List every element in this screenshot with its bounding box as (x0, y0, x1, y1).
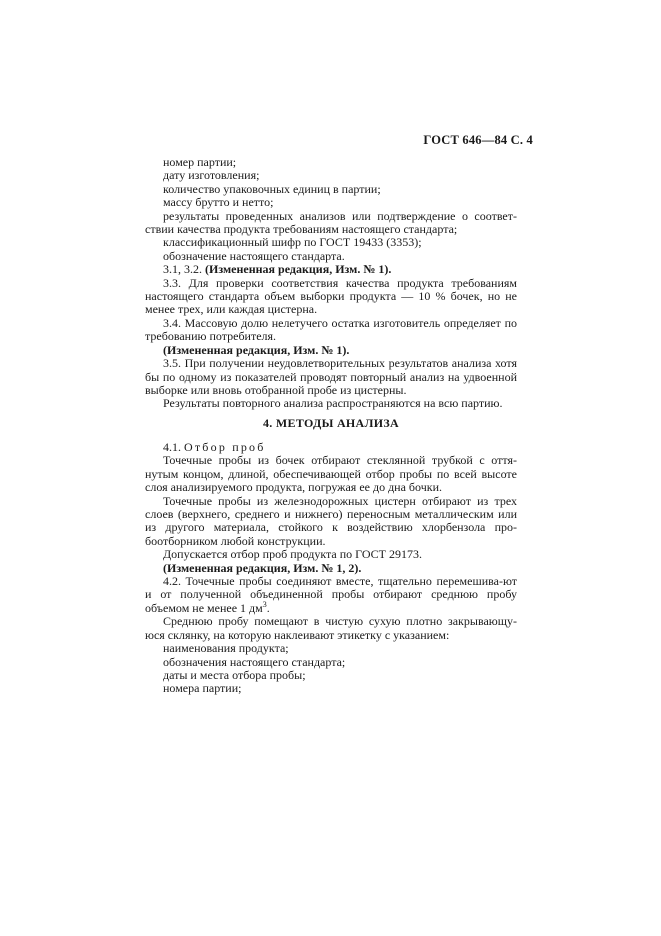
paragraph: дату изготовления; (163, 168, 260, 183)
paragraph: Допускается отбор проб продукта по ГОСТ 29173. (163, 547, 422, 562)
paragraph-text: 4.2. Точечные пробы соединяют вместе, тщательно перемешива-ют и от полученной объединенной пробы отбирают среднюю пробу объемом не менее 1 дм (145, 574, 517, 615)
paragraph: Среднюю пробу помещают в чистую сухую плотно закрывающу-юся склянку, на которую наклеивают этикетку с указанием: (145, 614, 517, 642)
punctuation: . (266, 600, 270, 615)
paragraph: Точечные пробы из железнодорожных цистерн отбирают из трех слоев (верхнего, среднего и нижнего) переносным металлическим или из другого материала, стойкого к воздействию хлорбензола про-боотборником любой конструкции. (145, 493, 517, 548)
paragraph: 3.5. При получении неудовлетворительных результатов анализа хотя бы по одному из показателей проводят повторный анализ на удвоенной выборке или вновь отобранной пробе из цистерны. (145, 356, 517, 397)
paragraph: результаты проведенных анализов или подтверждение о соответ-ствии качества продукта требованиям настоящего стандарта; (145, 208, 517, 237)
amendment-note: (Измененная редакция, Изм. № 1). (205, 262, 392, 277)
superscript: 3 (262, 599, 267, 609)
clause-number: 4.1. (163, 440, 184, 454)
paragraph: Точечные пробы из бочек отбирают стеклянной трубкой с оття-нутым концом, длиной, обеспечивающей отбор пробы по всей высоте слоя анализируемого продукта, погружая ее до дна бочки. (145, 453, 517, 495)
paragraph: Результаты повторного анализа распространяются на всю партию. (163, 396, 503, 411)
section-heading: 4. МЕТОДЫ АНАЛИЗА (263, 416, 399, 430)
section-3-text (145, 156, 517, 411)
paragraph: количество упаковочных единиц в партии; (163, 181, 381, 196)
paragraph (145, 575, 517, 615)
amendment-note: (Измененная редакция, Изм. № 1). (163, 342, 350, 357)
paragraph: классификационный шифр по ГОСТ 19433 (3353); (163, 235, 422, 250)
subsection-title (145, 441, 517, 454)
paragraph: обозначение настоящего стандарта. (163, 248, 345, 263)
amendment-note: (Измененная редакция, Изм. № 1, 2). (163, 560, 362, 575)
list-item: даты и места отбора пробы; (163, 667, 306, 682)
section-4-text (145, 441, 517, 696)
paragraph: номер партии; (163, 155, 237, 169)
page-header: ГОСТ 646—84 С. 4 (423, 133, 533, 147)
paragraph: 3.4. Массовую долю нелетучего остатка изготовитель определяет по требованию потребителя. (145, 315, 517, 344)
subsection-title-text: Отбор проб (184, 440, 266, 454)
list-item: наименования продукта; (163, 641, 289, 656)
list-item: номера партии; (163, 681, 242, 696)
paragraph: 3.3. Для проверки соответствия качества продукта требованиям настоящего стандарта объем выборки продукта — 10 % бочек, но не менее трех, или каждая цистерна. (145, 275, 517, 317)
clause-number: 3.1, 3.2. (163, 262, 205, 277)
paragraph: массу брутто и нетто; (163, 195, 274, 210)
list-item: обозначения настоящего стандарта; (163, 654, 346, 669)
amendment-paragraph (145, 263, 517, 276)
